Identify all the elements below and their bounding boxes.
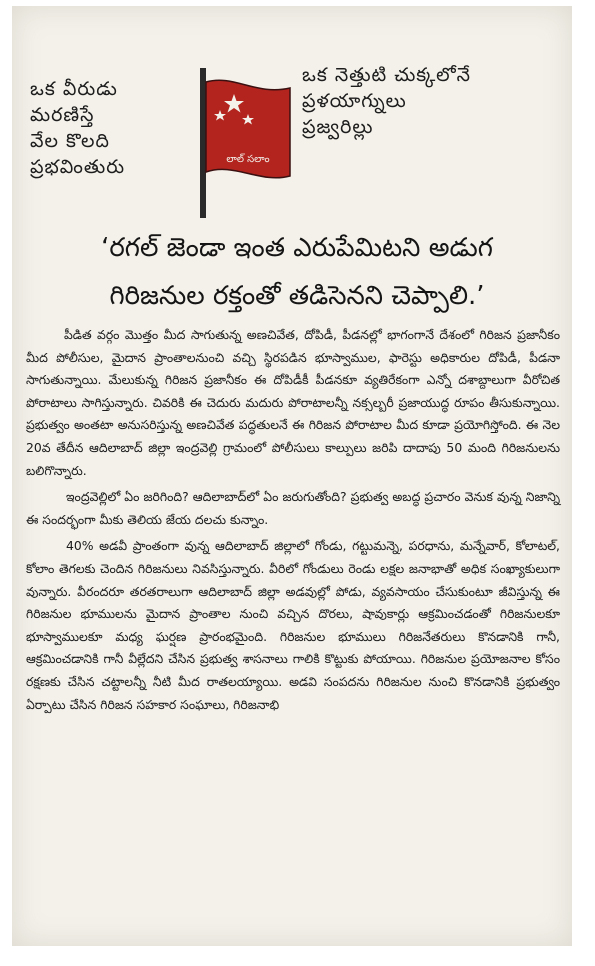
headline-line: ‘రగల్ జెండా ఇంత ఎరుపేమిటని అడుగ bbox=[101, 233, 493, 263]
paragraph: ఇంద్రవెల్లిలో ఏం జరిగింది? ఆదిలాబాద్‌లో ఏం జరుగుతోంది? ప్రభుత్వ అబద్ధ ప్రచారం వెనుక వున్న నిజాన్ని ఈ సందర్భంగా మీకు తెలియ జేయ దలచు కున్నాం. bbox=[26, 489, 560, 527]
paragraph: 40% అడవీ ప్రాంతంగా వున్న ఆదిలాబాద్ జిల్లాలో గోండు, గట్టుమన్నె, పరధాను, మన్నేవార్, కోలాటల్, కోలాం తెగలకు చెందిన గిరిజనులు నివసిస్తున్నారు. వీరిలో గోండులు రెండు లక్షల జనాభాతో అధిక సంఖ్యాకులుగా వున్నారు. వీరందరూ తరతరాలుగా ఆదిలాబాద్ జిల్లా అడవుల్లో పోడు, వ్యవసాయం చేసుకుంటూ జీవిస్తున్న ఈ గిరిజనుల భూములను మైదాన ప్రాంతాల నుంచి వచ్చిన దొరలు, షావుకార్లు ఆక్రమించడంతో గిరిజనులకూ భూస్వాములకూ మధ్య ఘర్షణ ప్రారంభమైంది. గిరిజనుల భూములు గిరిజనేతరులు కొనడానికి గానీ, ఆక్రమించడానికి గానీ వీల్లేదని చేసిన ప్రభుత్వ శాసనాలు గాలికి కొట్టుకు పోయాయి. గిరిజనుల ప్రయోజనాల కోసం రక్షణకు చేసిన చట్టాలన్నీ నీటి మీద రాతలయ్యాయి. అడవి సంపదను గిరిజనుల నుంచి కొనడానికి ప్రభుత్వం ఏర్పాటు చేసిన గిరిజన సహకార సంఘాలు, గిరిజనాభి bbox=[26, 538, 560, 712]
poem-left-line: వేల కొలది bbox=[30, 130, 110, 152]
article-body bbox=[26, 324, 560, 720]
poem-left bbox=[30, 76, 125, 180]
flag-caption: లాల్ సలాం bbox=[226, 154, 270, 165]
poem-right-line: ప్రళయాగ్నులు bbox=[302, 90, 407, 112]
poem-right bbox=[302, 62, 471, 140]
poem-left-line: ప్రభవింతురు bbox=[30, 156, 126, 178]
headline bbox=[32, 224, 562, 320]
leaflet-page bbox=[12, 6, 572, 946]
red-flag-with-stars-icon bbox=[194, 64, 294, 228]
poem-right-line: ఒక నెత్తుటి చుక్కలోనే bbox=[302, 64, 471, 86]
headline-line: గిరిజనుల రక్తంతో తడిసెనని చెప్పాలి.’ bbox=[109, 281, 485, 311]
poem-left-line: ఒక వీరుడు bbox=[30, 78, 118, 100]
poem-left-line: మరణిస్తే bbox=[30, 104, 95, 126]
paragraph: పీడిత వర్గం మొత్తం మీద సాగుతున్న అణచివేత, దోపిడీ, పీడనల్లో భాగంగానే దేశంలో గిరిజన ప్రజానీకం మీద పోలీసుల, మైదాన ప్రాంతాలనుంచి వచ్చి స్థిరపడిన భూస్వాముల, ఫారెస్టు అధికారుల దోపిడీ, పీడనా సాగుతున్నాయి. మేలుకున్న గిరిజన ప్రజానీకం ఈ దోపిడీకీ పీడనకూ వ్యతిరేకంగా ఎన్నో దశాబ్దాలుగా వీరోచిత పోరాటాలు సాగిస్తున్నారు. చివరికి ఈ చెదురు మదురు పోరాటాలన్నీ నక్సల్బరీ ప్రజాయుద్ధ రూపం తీసుకున్నాయి. ప్రభుత్వం అంతటా అనుసరిస్తున్న అణచివేత పద్ధతులనే ఈ గిరిజన పోరాటాల మీద కూడా ప్రయోగిస్తోంది. ఈ నెల 20వ తేదీన ఆదిలాబాద్ జిల్లా ఇంద్రవెల్లి గ్రామంలో పోలీసులు కాల్పులు జరిపి దాదాపు 50 మంది గిరిజనులను బలిగొన్నారు. bbox=[26, 327, 560, 478]
poem-right-line: ప్రజ్వరిల్లు bbox=[302, 116, 374, 138]
